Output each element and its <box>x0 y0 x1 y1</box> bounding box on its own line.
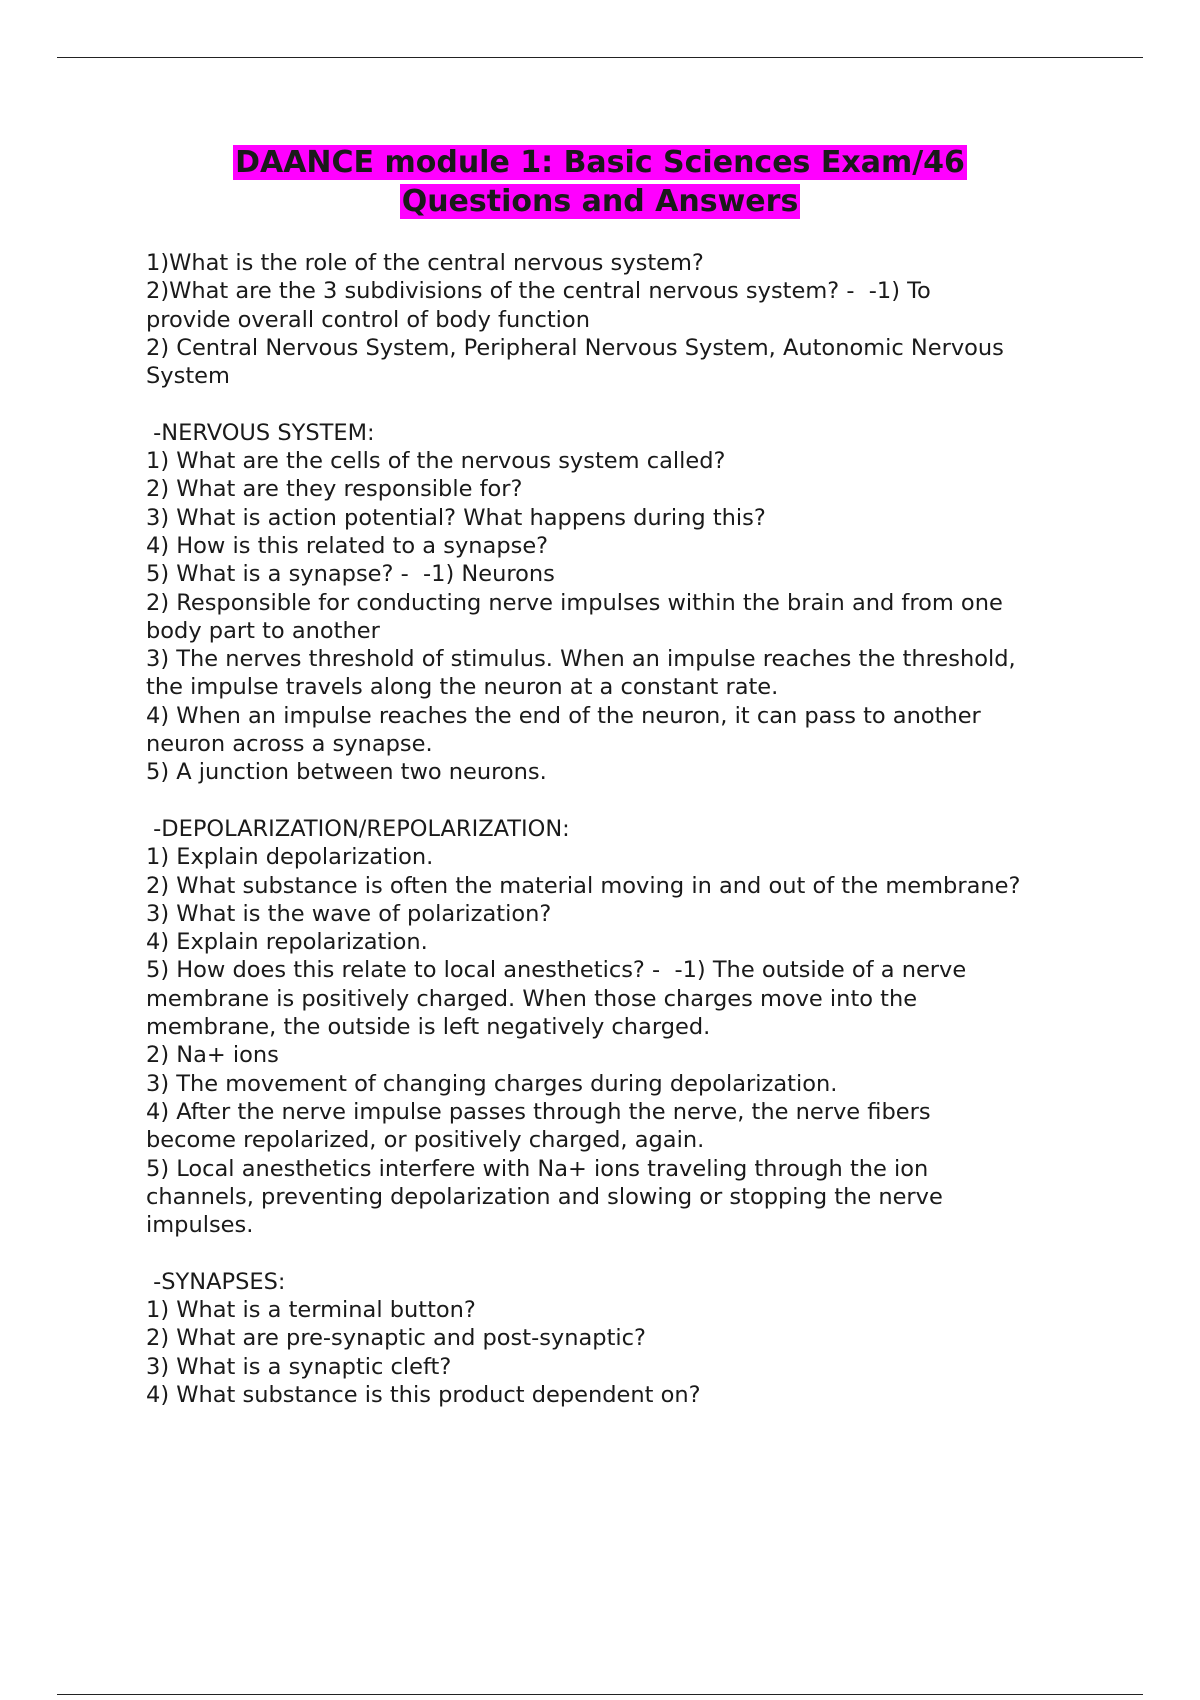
text-line: 2) What are pre-synaptic and post-synaptic? <box>146 1325 646 1352</box>
text-line: 5) Local anesthetics interfere with Na+ ions traveling through the ion <box>146 1155 929 1182</box>
text-line: 2) What substance is often the material moving in and out of the membrane? <box>146 872 1021 899</box>
intro-section <box>146 249 1096 390</box>
text-line: 1) What is a terminal button? <box>146 1296 476 1323</box>
text-line: 4) What substance is this product dependent on? <box>146 1381 701 1408</box>
text-line: membrane, the outside is left negatively charged. <box>146 1014 711 1041</box>
text-line: 5) How does this relate to local anesthetics? - -1) The outside of a nerve <box>146 957 967 984</box>
text-line: 1)What is the role of the central nervous system? <box>146 250 704 276</box>
text-line: body part to another <box>146 617 380 644</box>
text-line: 4) Explain repolarization. <box>146 929 428 956</box>
text-line: 2) Central Nervous System, Peripheral Nervous System, Autonomic Nervous <box>146 334 1004 361</box>
section-gap <box>146 1239 1096 1267</box>
depolarization-section <box>146 815 1096 1239</box>
text-line: 5) A junction between two neurons. <box>146 759 547 786</box>
text-line: 2)What are the 3 subdivisions of the central nervous system? - -1) To <box>146 278 931 305</box>
section-heading: -NERVOUS SYSTEM: <box>146 419 375 446</box>
text-line: 3) What is a synaptic cleft? <box>146 1353 452 1380</box>
title-line-1: DAANCE module 1: Basic Sciences Exam/46 <box>235 145 965 180</box>
document-body <box>146 249 1096 1409</box>
text-line: 3) What is the wave of polarization? <box>146 900 552 927</box>
text-line: neuron across a synapse. <box>146 731 433 758</box>
text-line: 2) What are they responsible for? <box>146 476 523 503</box>
text-line: 3) The movement of changing charges during depolarization. <box>146 1070 838 1097</box>
title-line-2: Questions and Answers <box>401 184 799 219</box>
synapses-section <box>146 1268 1096 1409</box>
text-line: 4) How is this related to a synapse? <box>146 532 549 559</box>
nervous-system-section <box>146 419 1096 787</box>
text-line: 1) Explain depolarization. <box>146 844 434 871</box>
section-heading: -SYNAPSES: <box>146 1268 286 1295</box>
text-line: impulses. <box>146 1212 254 1239</box>
section-gap <box>146 390 1096 418</box>
text-line: the impulse travels along the neuron at a constant rate. <box>146 674 779 701</box>
text-line: channels, preventing depolarization and slowing or stopping the nerve <box>146 1183 943 1210</box>
text-line: 3) The nerves threshold of stimulus. When an impulse reaches the threshold, <box>146 646 1016 673</box>
text-line: 2) Na+ ions <box>146 1042 279 1069</box>
text-line: System <box>146 363 230 390</box>
text-line: provide overall control of body function <box>146 306 590 333</box>
text-line: 1) What are the cells of the nervous system called? <box>146 448 726 475</box>
document-title <box>0 143 1200 221</box>
text-line: become repolarized, or positively charged, again. <box>146 1127 705 1154</box>
section-heading: -DEPOLARIZATION/REPOLARIZATION: <box>146 815 570 842</box>
header-rule <box>57 57 1143 58</box>
text-line: 4) After the nerve impulse passes through the nerve, the nerve fibers <box>146 1098 931 1125</box>
text-line: 3) What is action potential? What happens during this? <box>146 504 766 531</box>
text-line: 4) When an impulse reaches the end of the neuron, it can pass to another <box>146 702 981 729</box>
footer-rule <box>57 1694 1143 1695</box>
text-line: 2) Responsible for conducting nerve impulses within the brain and from one <box>146 589 1003 616</box>
text-line: 5) What is a synapse? - -1) Neurons <box>146 561 555 588</box>
section-gap <box>146 787 1096 815</box>
text-line: membrane is positively charged. When those charges move into the <box>146 985 918 1012</box>
